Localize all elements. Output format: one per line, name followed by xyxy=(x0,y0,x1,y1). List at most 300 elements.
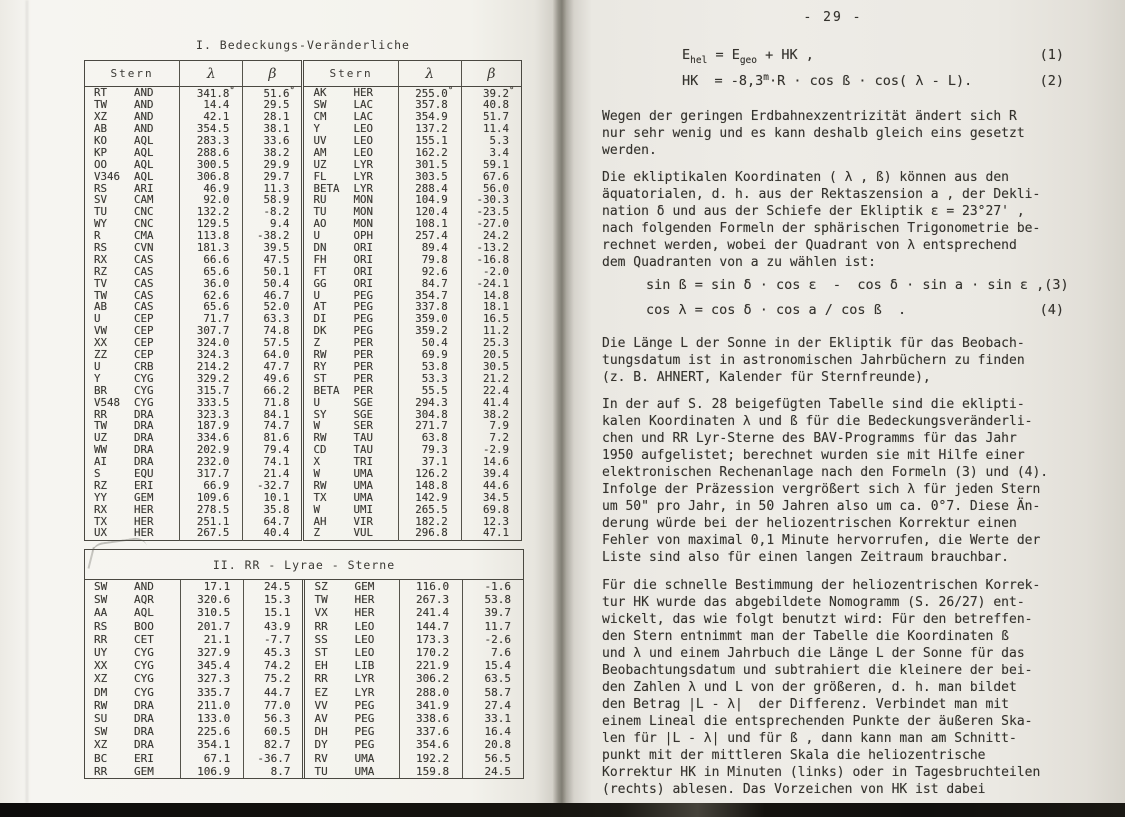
lambda-cell: 79.8 xyxy=(398,254,461,266)
star-designation: AO xyxy=(313,217,327,231)
star-designation: XX xyxy=(94,659,108,673)
beta-cell: 24.5 xyxy=(244,580,304,593)
table-row xyxy=(85,580,523,593)
table-row xyxy=(85,725,523,738)
star-designation: BR xyxy=(94,383,108,397)
text-line: Fehler von maximal 0,1 Minute hervorrufen, die Werte der xyxy=(602,533,1041,548)
beta-cell: 47.5 xyxy=(243,254,303,266)
beta-cell: 47.7 xyxy=(243,361,303,373)
star-constellation: GEM xyxy=(354,580,375,594)
lambda-cell: 89.4 xyxy=(398,242,461,254)
lambda-cell: 267.3 xyxy=(399,593,462,606)
beta-cell: 39.4 xyxy=(461,468,521,480)
star-constellation: CYG xyxy=(134,371,154,385)
star-name xyxy=(314,621,398,632)
lambda-cell: 137.2 xyxy=(398,124,461,136)
star-constellation: HER xyxy=(354,593,375,607)
beta-cell: 56.0 xyxy=(461,183,521,195)
star-name xyxy=(94,581,180,592)
beta-cell: 33.1 xyxy=(463,712,523,725)
lambda-cell: 211.0 xyxy=(180,699,243,712)
lambda-cell: 106.9 xyxy=(180,765,243,778)
beta-cell: -1.6 xyxy=(463,580,523,593)
star-constellation: PER xyxy=(353,371,373,385)
lambda-cell: 303.5 xyxy=(398,171,461,183)
beta-cell: 16.5 xyxy=(461,314,521,326)
beta-cell: 24.2 xyxy=(461,231,521,243)
star-constellation: LEO xyxy=(354,646,375,660)
star-name-cell xyxy=(304,712,399,725)
star-name-cell xyxy=(85,738,180,751)
beta-cell: -8.2 xyxy=(243,207,303,219)
star-constellation: PEG xyxy=(353,300,373,314)
lambda-cell: 182.2 xyxy=(398,516,461,528)
star-designation: TU xyxy=(94,205,108,219)
star-name-cell xyxy=(304,593,399,606)
text-line: nation δ und aus der Schiefe der Ekliptik ε = 23°27' , xyxy=(602,204,1025,219)
lambda-cell: 66.9 xyxy=(180,480,243,492)
star-name-cell xyxy=(85,659,180,672)
star-designation: RZ xyxy=(94,264,108,278)
star-designation: AI xyxy=(94,455,108,469)
star-name-cell xyxy=(85,686,180,699)
star-constellation: PEG xyxy=(353,288,373,302)
lambda-cell: 306.2 xyxy=(399,672,462,685)
lambda-cell: 306.8 xyxy=(180,171,243,183)
star-constellation: PER xyxy=(353,348,373,362)
star-constellation: VUL xyxy=(353,526,373,540)
lambda-cell: 304.8 xyxy=(398,409,461,421)
text-line: tur HK wurde das abgebildete Nomogramm (S. 26/27) ent- xyxy=(602,595,1025,610)
lambda-cell: 187.9 xyxy=(180,421,243,433)
star-designation: U xyxy=(313,288,320,302)
star-constellation: UMA xyxy=(354,764,375,778)
lambda-cell: 333.5 xyxy=(180,397,243,409)
beta-cell: 16.4 xyxy=(463,725,523,738)
star-name-cell xyxy=(85,633,180,646)
star-designation: RR xyxy=(94,764,108,778)
formula-body: HK = $-8,3^m\cdot R \cdot \cos$ ß · cos( λ - L). xyxy=(682,72,973,89)
star-designation: KO xyxy=(94,134,108,148)
beta-cell: 64.7 xyxy=(243,516,303,528)
star-designation: TU xyxy=(314,764,328,778)
lambda-cell: 323.3 xyxy=(180,409,243,421)
star-constellation: HER xyxy=(134,526,154,540)
lambda-cell: 300.5 xyxy=(180,159,243,171)
star-constellation: TAU xyxy=(353,443,373,457)
table-row xyxy=(85,528,522,540)
star-designation: RR xyxy=(94,632,108,646)
beta-cell: 58.7 xyxy=(463,686,523,699)
star-constellation: CEP xyxy=(134,348,154,362)
star-constellation: DRA xyxy=(134,698,154,712)
star-constellation: HER xyxy=(134,514,154,528)
lambda-cell: 79.3 xyxy=(398,445,461,457)
lambda-cell: 359.0 xyxy=(398,314,461,326)
beta-cell: 47.1 xyxy=(461,528,521,540)
lambda-cell: 14.4 xyxy=(180,100,243,112)
star-constellation: UMA xyxy=(354,751,375,765)
star-name xyxy=(94,647,180,658)
star-designation: SY xyxy=(313,407,327,421)
beta-cell: 14.8 xyxy=(461,290,521,302)
beta-cell: 7.2 xyxy=(461,433,521,445)
beta-cell: 59.1 xyxy=(461,159,521,171)
lambda-cell: 345.4 xyxy=(180,659,243,672)
star-constellation: CVN xyxy=(134,241,154,255)
table2-title: II. RR - Lyrae - Sterne xyxy=(85,550,523,580)
star-name xyxy=(94,673,180,684)
star-designation: RX xyxy=(94,252,108,266)
star-name-cell xyxy=(304,659,399,672)
beta-cell: 69.8 xyxy=(461,504,521,516)
table-row xyxy=(85,712,523,725)
star-designation: V346 xyxy=(94,169,121,183)
formula-sin-beta xyxy=(602,277,1069,302)
beta-cell: 11.4 xyxy=(461,124,521,136)
star-constellation: DRA xyxy=(134,711,154,725)
lambda-cell: 354.1 xyxy=(180,738,243,751)
star-designation: S xyxy=(94,466,101,480)
left-page xyxy=(0,0,556,803)
star-constellation: CEP xyxy=(134,324,154,338)
beta-cell: 10.1 xyxy=(243,492,303,504)
star-designation: U xyxy=(94,359,101,373)
text-line: Die ekliptikalen Koordinaten ( λ , ß) können aus den xyxy=(602,170,1009,185)
star-name-cell xyxy=(85,672,180,685)
star-constellation: LEO xyxy=(353,145,373,159)
table1-title: I. Bedeckungs-Veränderliche xyxy=(196,38,410,52)
star-name xyxy=(94,634,180,645)
lambda-cell: 133.0 xyxy=(180,712,243,725)
beta-cell: 82.7 xyxy=(244,738,304,751)
star-name-cell xyxy=(85,765,180,778)
star-constellation: EQU xyxy=(134,466,154,480)
star-designation: VV xyxy=(314,698,328,712)
text-line: nur sehr wenig und es kann deshalb gleich eins gesetzt xyxy=(602,126,1025,141)
star-constellation: SGE xyxy=(353,395,373,409)
beta-cell: 84.1 xyxy=(243,409,303,421)
lambda-cell: 307.7 xyxy=(180,326,243,338)
beta-cell: 21.2 xyxy=(461,373,521,385)
beta-cell: 29.5 xyxy=(243,100,303,112)
text-line: den Zahlen λ und L von der größeren, d. h. man bildet xyxy=(602,680,1017,695)
text-line: derung würde bei der heliozentrischen Korrektur einen xyxy=(602,516,1017,531)
beta-cell: -36.7 xyxy=(244,751,304,764)
star-constellation: PER xyxy=(353,359,373,373)
lambda-cell: 271.7 xyxy=(398,421,461,433)
star-designation: U xyxy=(94,312,101,326)
table-row xyxy=(85,646,523,659)
star-designation: AK xyxy=(313,86,327,99)
beta-cell: 15.3 xyxy=(244,593,304,606)
star-name-cell xyxy=(304,765,399,778)
beta-cell: 75.2 xyxy=(244,672,304,685)
text-line: chen und RR Lyr-Sterne des BAV-Programms für das Jahr xyxy=(602,431,1017,446)
lambda-cell: 354.6 xyxy=(399,738,462,751)
star-constellation: LYR xyxy=(353,157,373,171)
star-name-cell xyxy=(304,633,399,646)
star-designation: AV xyxy=(314,711,328,725)
star-constellation: CAS xyxy=(134,276,154,290)
star-name-cell xyxy=(85,712,180,725)
star-designation: TV xyxy=(94,276,108,290)
lambda-cell: 225.6 xyxy=(180,725,243,738)
star-constellation: LYR xyxy=(353,181,373,195)
star-designation: AB xyxy=(94,122,108,136)
star-constellation: PEG xyxy=(354,698,375,712)
star-constellation: PEG xyxy=(353,324,373,338)
lambda-cell: 214.2 xyxy=(180,361,243,373)
lambda-cell: 337.8 xyxy=(398,302,461,314)
lambda-cell: 315.7 xyxy=(180,385,243,397)
star-constellation: HER xyxy=(354,606,375,620)
star-designation: TX xyxy=(313,490,327,504)
star-constellation: VIR xyxy=(353,514,373,528)
star-designation: V548 xyxy=(94,395,121,409)
star-constellation: UMI xyxy=(353,502,373,516)
star-constellation: AQL xyxy=(134,145,154,159)
lambda-cell: 257.4 xyxy=(398,231,461,243)
formula-block-1 xyxy=(602,47,1064,97)
text-line: Beobachtungsdatum und subtrahiert die kleinere der bei- xyxy=(602,663,1033,678)
text-line: werden. xyxy=(602,143,657,158)
beta-cell: 15.4 xyxy=(463,659,523,672)
star-constellation: LYR xyxy=(354,685,375,699)
star-name xyxy=(313,169,397,183)
header-stern-right: Stern xyxy=(303,61,398,87)
star-designation: AB xyxy=(94,300,108,314)
lambda-cell: 354.5 xyxy=(180,124,243,136)
star-designation: UY xyxy=(94,646,108,660)
star-name xyxy=(94,766,180,777)
star-name xyxy=(94,276,179,290)
star-constellation: DRA xyxy=(134,443,154,457)
lambda-cell: 66.6 xyxy=(180,254,243,266)
beta-cell: 20.8 xyxy=(463,738,523,751)
star-name-cell xyxy=(304,738,399,751)
lambda-cell: 265.5 xyxy=(398,504,461,516)
star-name-cell xyxy=(304,672,399,685)
beta-cell: 21.4 xyxy=(243,468,303,480)
star-designation: Y xyxy=(313,122,320,136)
beta-cell: 40.4 xyxy=(243,528,303,540)
star-constellation: CYG xyxy=(134,383,154,397)
beta-cell: 11.3 xyxy=(243,183,303,195)
lambda-cell: 148.8 xyxy=(398,480,461,492)
lambda-cell: 120.4 xyxy=(398,207,461,219)
lambda-cell: 338.6 xyxy=(399,712,462,725)
beta-cell: 74.1 xyxy=(243,457,303,469)
lambda-cell: 92.6 xyxy=(398,266,461,278)
lambda-cell: 301.5 xyxy=(398,159,461,171)
table-row xyxy=(85,659,523,672)
star-constellation: CRB xyxy=(134,359,154,373)
star-designation: W xyxy=(313,466,320,480)
star-name xyxy=(94,264,179,278)
text-line: (z. B. AHNERT, Kalender für Sternfreunde), xyxy=(602,370,931,385)
text-line: tungsdatum ist in astronomischen Jahrbüchern zu finden xyxy=(602,353,1025,368)
table-bedeckungs-veraenderliche xyxy=(84,60,522,541)
star-designation: UV xyxy=(313,134,327,148)
star-designation: RR xyxy=(94,407,108,421)
star-designation: AM xyxy=(313,145,327,159)
lambda-cell: 341.8° xyxy=(180,87,243,100)
beta-cell: 11.2 xyxy=(461,326,521,338)
paragraph-nomogramm xyxy=(602,577,1064,798)
beta-cell: 7.6 xyxy=(463,646,523,659)
table2-grid xyxy=(85,580,523,778)
beta-cell: 5.3 xyxy=(461,135,521,147)
star-constellation: CAS xyxy=(134,288,154,302)
star-constellation: DRA xyxy=(134,725,154,739)
beta-cell: -7.7 xyxy=(244,633,304,646)
star-designation: RZ xyxy=(94,478,108,492)
lambda-cell: 354.7 xyxy=(398,290,461,302)
lambda-cell: 327.9 xyxy=(180,646,243,659)
star-designation: RW xyxy=(313,431,327,445)
star-constellation: DRA xyxy=(134,738,154,752)
lambda-cell: 104.9 xyxy=(398,195,461,207)
star-constellation: LYR xyxy=(354,672,375,686)
star-name xyxy=(314,753,398,764)
star-name xyxy=(94,490,179,504)
star-name xyxy=(94,660,180,671)
star-constellation: GEM xyxy=(134,764,154,778)
page-fold-artifact xyxy=(26,0,28,803)
lambda-cell: 278.5 xyxy=(180,504,243,516)
star-name xyxy=(94,726,180,737)
beta-cell: 49.6 xyxy=(243,373,303,385)
text-line: (rechts) ablesen. Das Vorzeichen von HK ist dabei xyxy=(602,782,986,797)
beta-cell: 67.6 xyxy=(461,171,521,183)
lambda-cell: 334.6 xyxy=(180,433,243,445)
beta-cell: 40.8 xyxy=(461,100,521,112)
beta-cell: 25.3 xyxy=(461,338,521,350)
star-name-cell xyxy=(303,528,398,540)
star-constellation: MON xyxy=(353,205,373,219)
star-constellation: LEO xyxy=(353,134,373,148)
beta-cell: 11.7 xyxy=(463,620,523,633)
star-designation: WW xyxy=(94,443,108,457)
star-name xyxy=(314,647,398,658)
beta-cell: 9.4 xyxy=(243,219,303,231)
star-designation: VX xyxy=(314,606,328,620)
star-name xyxy=(94,395,179,409)
text-line: um 50" pro Jahr, in 50 Jahren also um ca. 0°7. Diese Än- xyxy=(602,499,1041,514)
text-column xyxy=(602,10,1069,798)
beta-cell: 58.9 xyxy=(243,195,303,207)
star-designation: RS xyxy=(94,241,108,255)
star-constellation: TRI xyxy=(353,455,373,469)
lambda-cell: 129.5 xyxy=(180,219,243,231)
star-constellation: GEM xyxy=(134,490,154,504)
star-constellation: CET xyxy=(134,632,154,646)
star-name xyxy=(94,700,180,711)
beta-cell: 39.5 xyxy=(243,242,303,254)
star-designation: CD xyxy=(313,443,327,457)
beta-cell: 38.1 xyxy=(243,124,303,136)
star-designation: BETA xyxy=(313,181,340,195)
star-constellation: DRA xyxy=(134,455,154,469)
lambda-cell: 241.4 xyxy=(399,606,462,619)
star-designation: SZ xyxy=(314,580,328,594)
star-designation: U xyxy=(313,395,320,409)
lambda-cell: 329.2 xyxy=(180,373,243,385)
lambda-cell: 36.0 xyxy=(180,278,243,290)
star-name-cell xyxy=(304,646,399,659)
star-name xyxy=(94,621,180,632)
star-constellation: CYG xyxy=(134,395,154,409)
star-name xyxy=(94,88,179,99)
lambda-cell: 294.3 xyxy=(398,397,461,409)
beta-cell: 66.2 xyxy=(243,385,303,397)
star-designation: U xyxy=(313,229,320,243)
beta-cell: -24.1 xyxy=(461,278,521,290)
beta-cell: 79.4 xyxy=(243,445,303,457)
star-designation: AH xyxy=(313,514,327,528)
star-constellation: SER xyxy=(353,419,373,433)
star-name xyxy=(314,726,398,737)
star-designation: TU xyxy=(313,205,327,219)
table-row xyxy=(85,686,523,699)
text-line: Korrektur HK in Minuten (links) oder in Tagesbruchteilen xyxy=(602,765,1041,780)
lambda-cell: 288.4 xyxy=(398,183,461,195)
star-constellation: LEO xyxy=(353,122,373,136)
star-name xyxy=(313,490,397,504)
lambda-cell: 324.3 xyxy=(180,350,243,362)
star-name xyxy=(94,594,180,605)
star-designation: TW xyxy=(94,419,108,433)
lambda-cell: 283.3 xyxy=(180,135,243,147)
lambda-cell: 67.1 xyxy=(180,751,243,764)
beta-cell: 74.8 xyxy=(243,326,303,338)
lambda-cell: 113.8 xyxy=(180,231,243,243)
star-name-cell xyxy=(85,699,180,712)
star-designation: SV xyxy=(94,193,108,207)
lambda-cell: 42.1 xyxy=(180,112,243,124)
text-line: und λ und einem Jahrbuch die Länge L der Sonne für das xyxy=(602,646,1025,661)
formula-cos-lambda xyxy=(602,302,1064,327)
beta-cell: 43.9 xyxy=(244,620,304,633)
beta-cell: 27.4 xyxy=(463,699,523,712)
text-line: elektronischen Rechenanlage nach den Formeln (3) und (4). xyxy=(602,465,1049,480)
star-designation: RR xyxy=(314,619,328,633)
lambda-cell: 126.2 xyxy=(398,468,461,480)
star-designation: AA xyxy=(94,606,108,620)
lambda-cell: 357.8 xyxy=(398,100,461,112)
lambda-cell: 335.7 xyxy=(180,686,243,699)
header-beta-right: β xyxy=(461,61,521,87)
star-designation: ST xyxy=(313,371,327,385)
beta-cell: 46.7 xyxy=(243,290,303,302)
beta-cell: 64.0 xyxy=(243,350,303,362)
star-constellation: SGE xyxy=(353,407,373,421)
star-constellation: LAC xyxy=(353,110,373,124)
star-designation: RV xyxy=(314,751,328,765)
star-name xyxy=(314,581,398,592)
star-name xyxy=(314,739,398,750)
beta-cell: -2.9 xyxy=(461,445,521,457)
right-page xyxy=(566,0,1125,803)
star-designation: TW xyxy=(94,98,108,112)
star-name xyxy=(313,395,397,409)
beta-cell: 12.3 xyxy=(461,516,521,528)
star-constellation: ORI xyxy=(353,252,373,266)
beta-cell: 28.1 xyxy=(243,112,303,124)
star-name xyxy=(313,528,397,539)
beta-cell: 74.7 xyxy=(243,421,303,433)
